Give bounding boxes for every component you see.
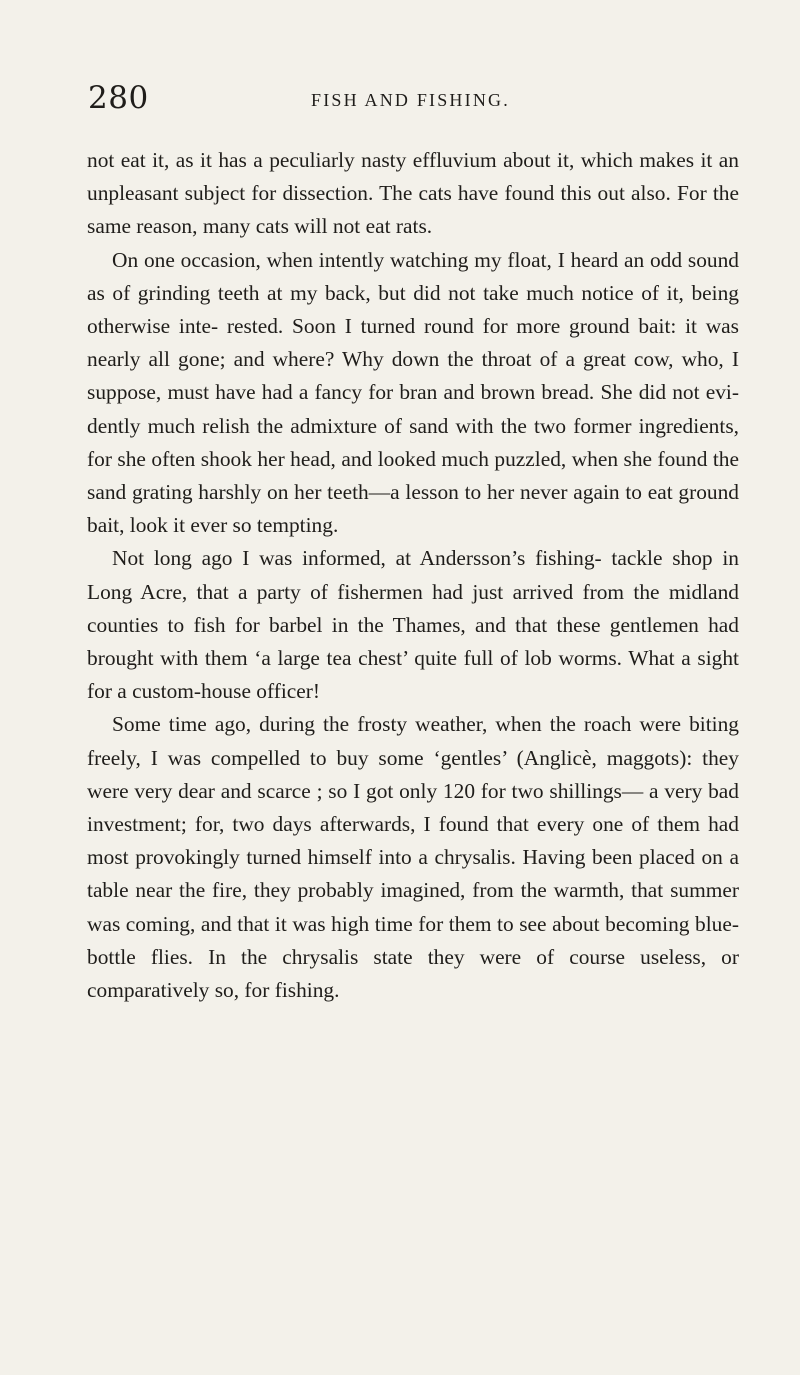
page-number: 280 (88, 80, 149, 116)
body-text (87, 144, 739, 1007)
paragraph-gentles-maggots: Some time ago, during the frosty weather, when the roach were biting freely, I was compelled to buy some ‘gentles’ (Anglicè, maggots): they were very dear and scarce ; so I got only 120 for two shillings— a very bad investment; for, two days afterwards, I found that every one of them had most provokingly turned himself into a chrysalis. Having been placed on a table near the fire, they probably imagined, from the warmth, that summer was coming, and that it was high time for them to see about becoming blue-bottle flies. In the chrysalis state they were of course useless, or comparatively so, for fishing. (87, 712, 739, 1003)
running-head (88, 80, 738, 120)
running-title: FISH AND FISHING. (311, 90, 510, 110)
paragraph-fishermen-lob-worms: Not long ago I was informed, at Andersson’s fishing- tackle shop in Long Acre, that a party of fishermen had just arrived from the midland counties to fish for barbel in the Thames, and that these gentlemen had brought with them ‘a large tea chest’ quite full of lob worms. What a sight for a custom-house officer! (87, 546, 739, 704)
paragraph-continuation: not eat it, as it has a peculiarly nasty effluvium about it, which makes it an unpleasant subject for dissection. The cats have found this out also. For the same reason, many cats will not eat rats. (87, 148, 739, 239)
paragraph-cow-ground-bait: On one occasion, when intently watching my float, I heard an odd sound as of grinding teeth at my back, but did not take much notice of it, being otherwise inte- rested. Soon I turned round for more ground bait: it was nearly all gone; and where? Why down the throat of a great cow, who, I suppose, must have had a fancy for bran and brown bread. She did not evi- dently much relish the admixture of sand with the two former ingredients, for she often shook her head, and looked much puzzled, when she found the sand grating harshly on her teeth—a lesson to her never again to eat ground bait, look it ever so tempting. (87, 247, 739, 538)
